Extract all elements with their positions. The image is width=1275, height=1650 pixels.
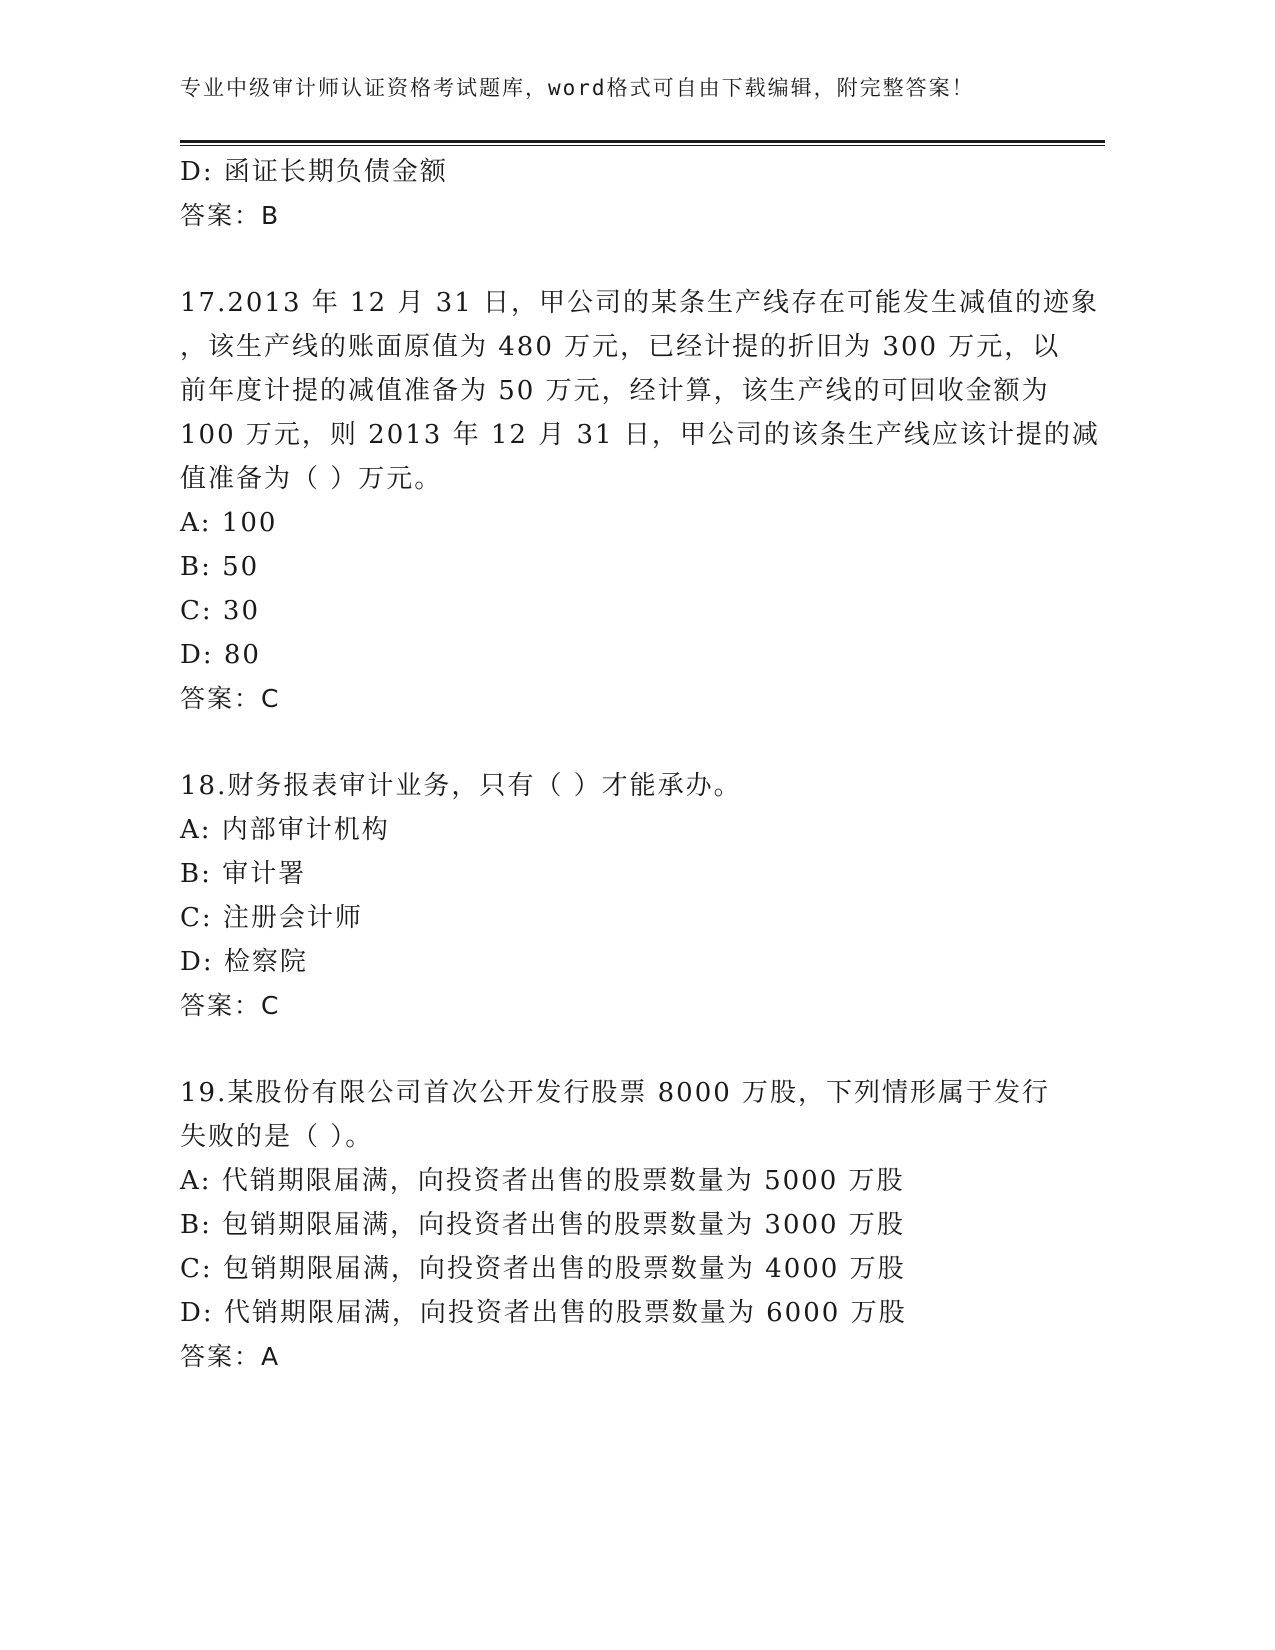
page-header: 专业中级审计师认证资格考试题库，word格式可自由下载编辑，附完整答案！ [180,76,975,100]
option-d: D: 检察院 [180,947,308,977]
document-body [180,150,1100,1379]
question-stem [180,1071,1051,1159]
option-d: D: 80 [180,640,261,670]
stem-line: 失败的是（ ）。 [180,1122,374,1152]
option-a: A: 内部审计机构 [180,815,390,845]
answer: 答案：C [180,991,281,1020]
question-stem [180,764,1040,808]
prev-question-answer: 答案：B [180,201,281,230]
stem-line: 100 万元，则 2013 年 12 月 31 日，甲公司的该条生产线应该计提的减 [180,420,1100,450]
stem-line: 18.财务报表审计业务，只有（ ）才能承办。 [180,771,742,801]
option-c: C: 注册会计师 [180,903,363,933]
stem-line: 19.某股份有限公司首次公开发行股票 8000 万股，下列情形属于发行 [180,1078,1051,1108]
header-divider-thin [180,145,1105,146]
question-19 [180,1071,1051,1379]
question-stem [180,281,1100,501]
stem-line: 前年度计提的减值准备为 50 万元，经计算，该生产线的可回收金额为 [180,376,1050,406]
option-a: A: 100 [180,508,278,538]
header-divider-thick [180,140,1105,143]
stem-line: 17.2013 年 12 月 31 日，甲公司的某条生产线存在可能发生减值的迹象 [180,288,1100,318]
stem-line: ，该生产线的账面原值为 480 万元，已经计提的折旧为 300 万元，以 [180,332,1061,362]
stem-line: 值准备为（ ）万元。 [180,464,443,494]
prev-question-option-d: D: 函证长期负债金额 [180,157,448,187]
answer: 答案：A [180,1342,281,1371]
option-c: C: 包销期限届满，向投资者出售的股票数量为 4000 万股 [180,1254,906,1284]
option-b: B: 50 [180,552,260,582]
option-d: D: 代销期限届满，向投资者出售的股票数量为 6000 万股 [180,1298,907,1328]
option-b: B: 包销期限届满，向投资者出售的股票数量为 3000 万股 [180,1210,905,1240]
answer: 答案：C [180,684,281,713]
option-a: A: 代销期限届满，向投资者出售的股票数量为 5000 万股 [180,1166,905,1196]
question-18 [180,764,1040,1028]
option-c: C: 30 [180,596,261,626]
option-b: B: 审计署 [180,859,307,889]
question-17 [180,281,1100,721]
